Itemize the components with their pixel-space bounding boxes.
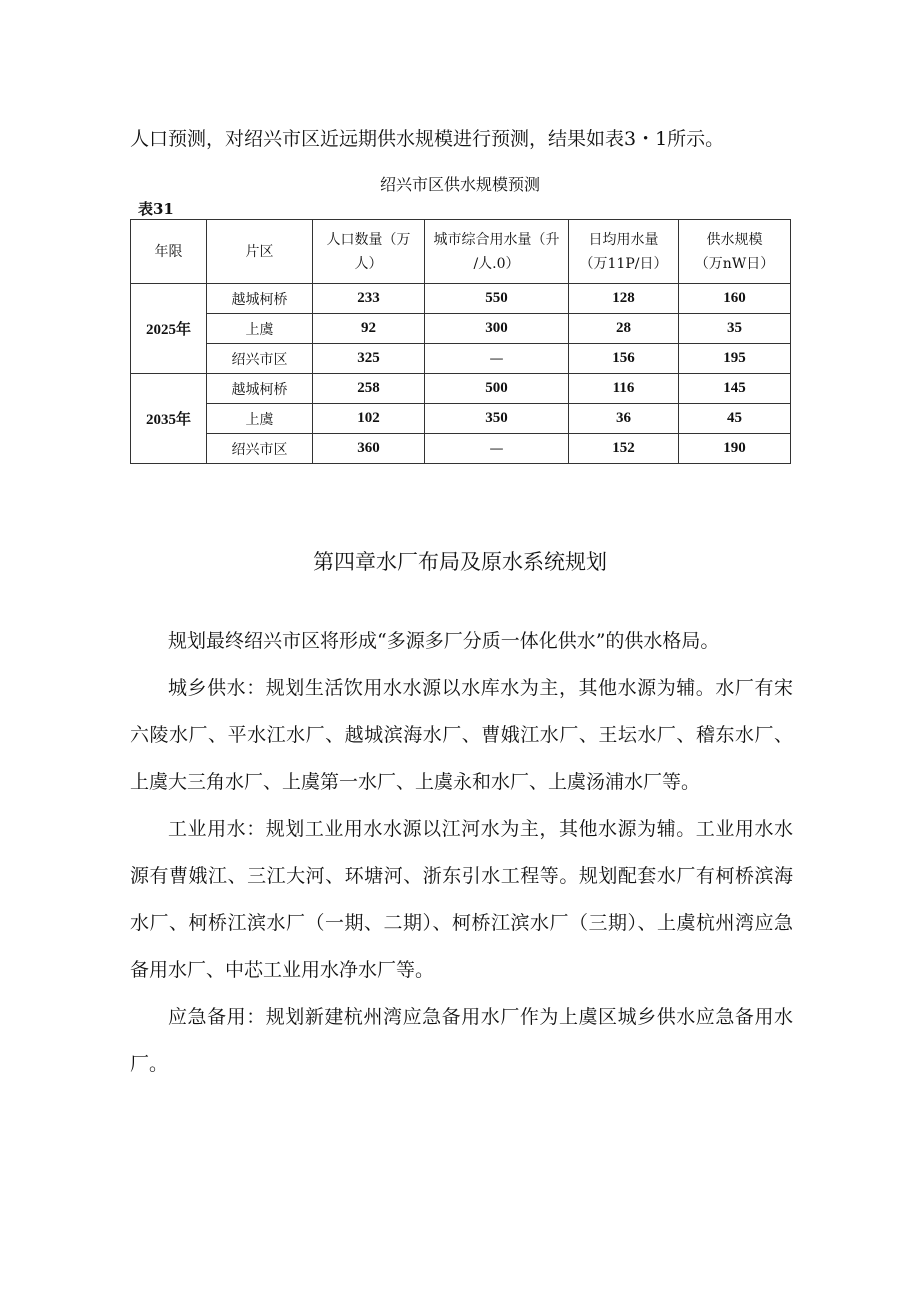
area-cell: 绍兴市区 bbox=[207, 434, 313, 464]
population-cell: 325 bbox=[313, 344, 425, 374]
table-row bbox=[131, 314, 791, 344]
header-year: 年限 bbox=[131, 220, 207, 284]
scale-cell: 190 bbox=[679, 434, 791, 464]
year-cell: 2025年 bbox=[131, 284, 207, 374]
area-cell: 越城柯桥 bbox=[207, 374, 313, 404]
scale-cell: 195 bbox=[679, 344, 791, 374]
header-daily: 日均用水量 （万11P/日） bbox=[569, 220, 679, 284]
area-cell: 上虞 bbox=[207, 314, 313, 344]
header-population: 人口数量（万 人） bbox=[313, 220, 425, 284]
body-text bbox=[130, 618, 793, 1088]
daily-cell: 128 bbox=[569, 284, 679, 314]
scale-cell: 145 bbox=[679, 374, 791, 404]
table-caption: 绍兴市区供水规模预测 bbox=[379, 175, 540, 194]
area-cell: 上虞 bbox=[207, 404, 313, 434]
table-row bbox=[131, 374, 791, 404]
scale-cell: 35 bbox=[679, 314, 791, 344]
table-row bbox=[131, 404, 791, 434]
area-cell: 越城柯桥 bbox=[207, 284, 313, 314]
scale-cell: 45 bbox=[679, 404, 791, 434]
table-header-row bbox=[131, 220, 791, 284]
population-cell: 233 bbox=[313, 284, 425, 314]
water-supply-table bbox=[130, 219, 791, 464]
daily-cell: 156 bbox=[569, 344, 679, 374]
paragraph: 工业用水：规划工业用水水源以江河水为主，其他水源为辅。工业用水水源有曹娥江、三江大河、环塘河、浙东引水工程等。规划配套水厂有柯桥滨海水厂、柯桥江滨水厂（一期、二期）、柯桥江滨水厂（三期）、上虞杭州湾应急备用水厂、中芯工业用水净水厂等。 bbox=[130, 818, 793, 981]
paragraph: 规划最终绍兴市区将形成“多源多厂分质一体化供水”的供水格局。 bbox=[168, 630, 720, 652]
usage-cell: 350 bbox=[425, 404, 569, 434]
daily-cell: 152 bbox=[569, 434, 679, 464]
daily-cell: 28 bbox=[569, 314, 679, 344]
chapter-title: 第四章水厂布局及原水系统规划 bbox=[313, 550, 607, 574]
usage-cell: 550 bbox=[425, 284, 569, 314]
paragraph: 城乡供水：规划生活饮用水水源以水库水为主，其他水源为辅。水厂有宋六陵水厂、平水江水厂、越城滨海水厂、曹娥江水厂、王坛水厂、稽东水厂、上虞大三角水厂、上虞第一水厂、上虞永和水厂、上虞汤浦水厂等。 bbox=[130, 677, 793, 793]
population-cell: 258 bbox=[313, 374, 425, 404]
daily-cell: 116 bbox=[569, 374, 679, 404]
population-cell: 360 bbox=[313, 434, 425, 464]
population-cell: 92 bbox=[313, 314, 425, 344]
usage-cell: — bbox=[425, 344, 569, 374]
table-row bbox=[131, 434, 791, 464]
area-cell: 绍兴市区 bbox=[207, 344, 313, 374]
table-number: 表31 bbox=[138, 200, 174, 218]
usage-cell: 500 bbox=[425, 374, 569, 404]
year-cell: 2035年 bbox=[131, 374, 207, 464]
header-scale: 供水规模 （万nW日） bbox=[679, 220, 791, 284]
scale-cell: 160 bbox=[679, 284, 791, 314]
header-area: 片区 bbox=[207, 220, 313, 284]
header-usage: 城市综合用水量（升 /人.0） bbox=[425, 220, 569, 284]
usage-cell: 300 bbox=[425, 314, 569, 344]
usage-cell: — bbox=[425, 434, 569, 464]
paragraph: 应急备用：规划新建杭州湾应急备用水厂作为上虞区城乡供水应急备用水厂。 bbox=[130, 1006, 793, 1075]
intro-text: 人口预测，对绍兴市区近远期供水规模进行预测，结果如表3・1所示。 bbox=[130, 128, 725, 150]
table-row bbox=[131, 344, 791, 374]
population-cell: 102 bbox=[313, 404, 425, 434]
daily-cell: 36 bbox=[569, 404, 679, 434]
table-row bbox=[131, 284, 791, 314]
